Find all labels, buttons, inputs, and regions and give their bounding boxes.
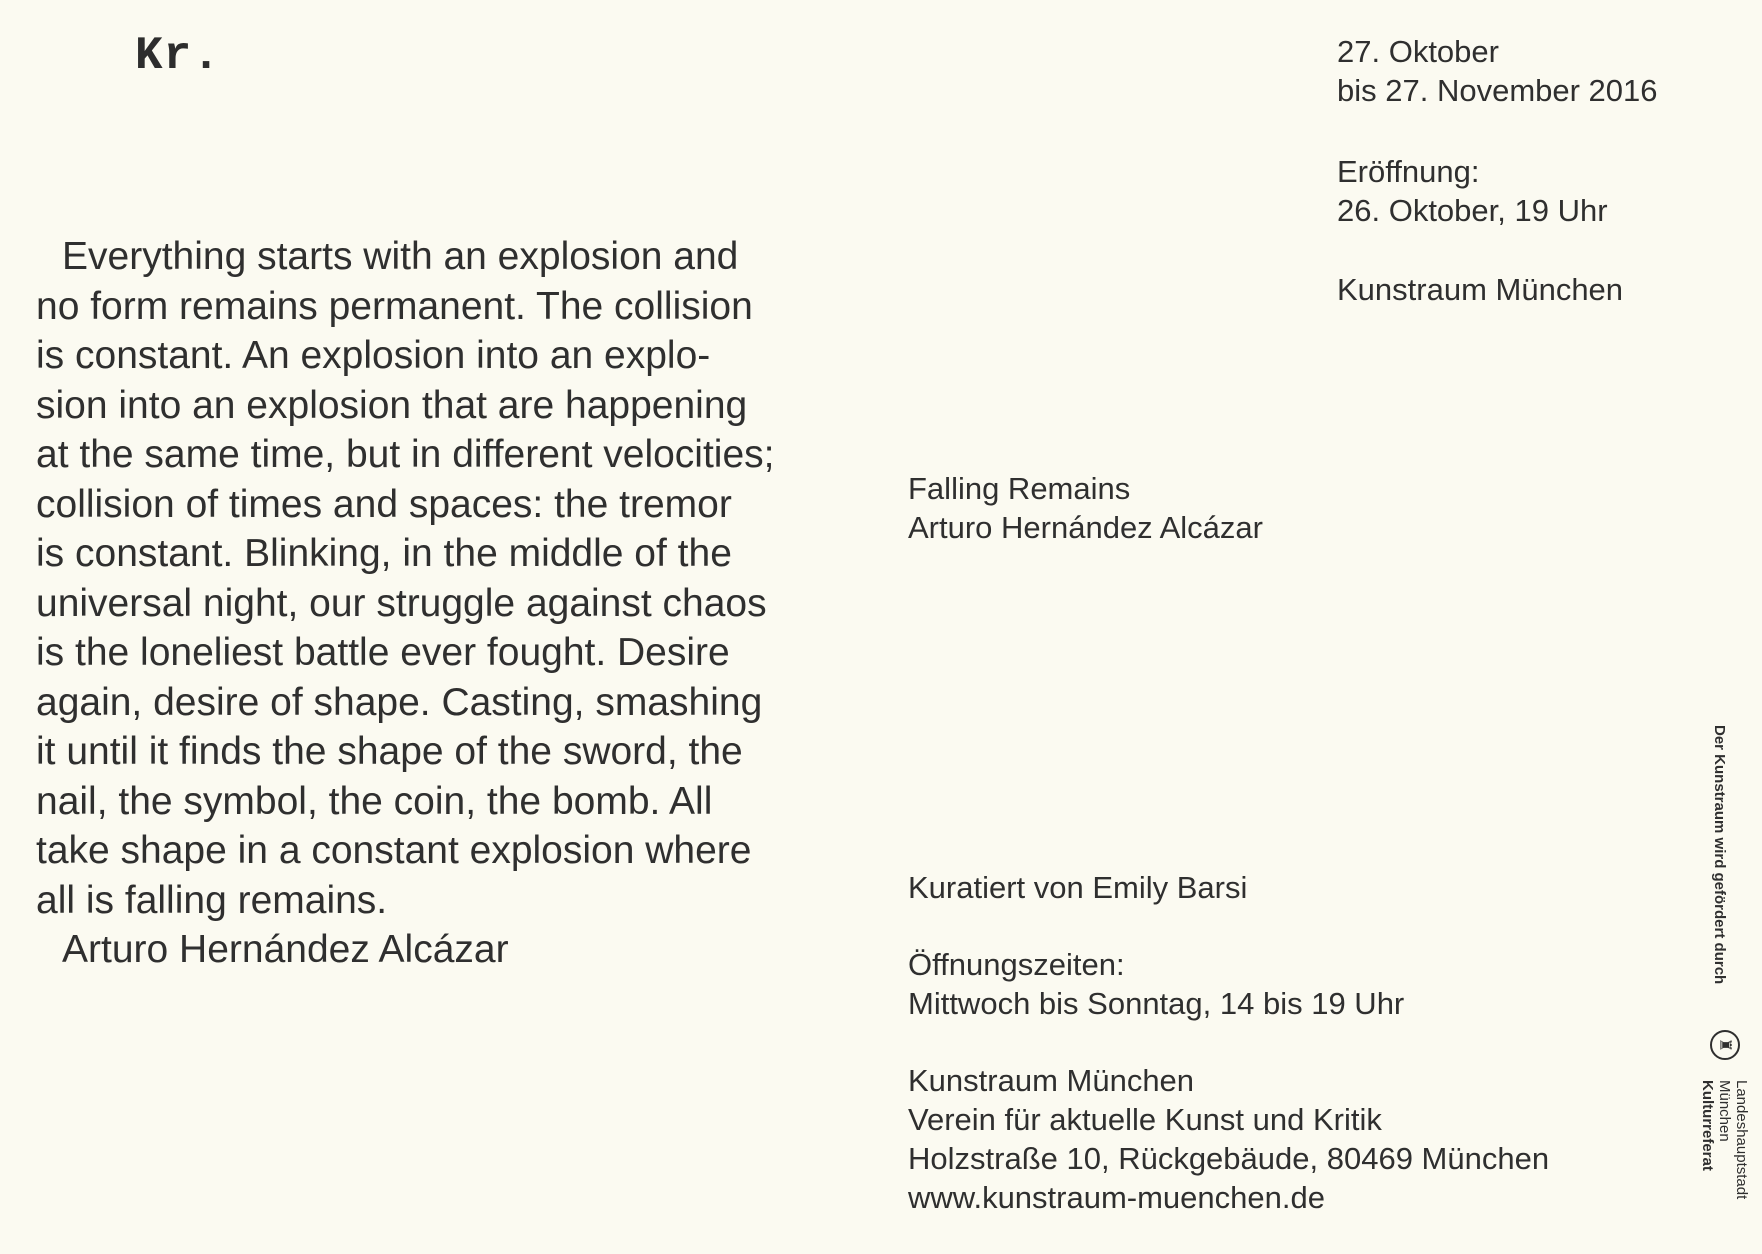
exhibition-title-block: [908, 469, 1263, 547]
address-name: Kunstraum München: [908, 1063, 1195, 1098]
address-street: Holzstraße 10, Rückgebäude, 80469 München: [908, 1141, 1550, 1176]
quote-line: no form remains permanent. The collision: [36, 284, 753, 328]
sponsor-dept-line: Landeshauptstadt: [1733, 1080, 1750, 1200]
curator: Kuratiert von Emily Barsi: [908, 870, 1248, 905]
quote-author: Arturo Hernández Alcázar: [62, 928, 509, 971]
quote-line: universal night, our struggle against chaos: [36, 581, 767, 625]
munich-coat-of-arms-icon: ♜: [1710, 1030, 1740, 1060]
quote-line: is constant. Blinking, in the middle of the: [36, 532, 732, 575]
hours-value: Mittwoch bis Sonntag, 14 bis 19 Uhr: [908, 986, 1405, 1021]
venue-name: Kunstraum München: [1337, 272, 1624, 307]
opening-value: 26. Oktober, 19 Uhr: [1337, 193, 1608, 228]
exhibition-title: Falling Remains: [908, 471, 1131, 506]
quote-line: it until it finds the shape of the sword, the: [36, 730, 743, 773]
kunstraum-logo: Kr.: [135, 30, 221, 82]
quote-line: take shape in a constant explosion where: [36, 829, 752, 872]
quote-block: [36, 232, 886, 975]
sponsor-dept-line: Kulturreferat: [1699, 1080, 1716, 1171]
exhibition-artist: Arturo Hernández Alcázar: [908, 510, 1263, 545]
date-end: bis 27. November 2016: [1337, 73, 1658, 108]
sponsor-dept-line: München: [1716, 1080, 1733, 1142]
quote-line: is constant. An explosion into an explo-: [36, 334, 711, 377]
address-org: Verein für aktuelle Kunst und Kritik: [908, 1102, 1382, 1137]
quote-line: is the loneliest battle ever fought. Desire: [36, 631, 730, 674]
quote-line: again, desire of shape. Casting, smashing: [36, 680, 763, 724]
sponsor-department: [1699, 1080, 1750, 1199]
address-web: www.kunstraum-muenchen.de: [908, 1180, 1325, 1215]
hours-label: Öffnungszeiten:: [908, 947, 1125, 982]
exhibition-dates-block: [1337, 32, 1658, 309]
sponsor-note: Der Kunstraum wird gefördert durch: [1711, 725, 1728, 985]
visitor-info-block: [908, 868, 1549, 1217]
quote-line: at the same time, but in different velocities;: [36, 433, 775, 476]
quote-line: collision of times and spaces: the tremor: [36, 482, 732, 526]
opening-label: Eröffnung:: [1337, 154, 1480, 189]
date-start: 27. Oktober: [1337, 34, 1499, 69]
quote-line: nail, the symbol, the coin, the bomb. All: [36, 779, 713, 823]
quote-line: all is falling remains.: [36, 878, 388, 922]
quote-line: sion into an explosion that are happening: [36, 383, 748, 427]
quote-line: Everything starts with an explosion and: [62, 235, 739, 278]
